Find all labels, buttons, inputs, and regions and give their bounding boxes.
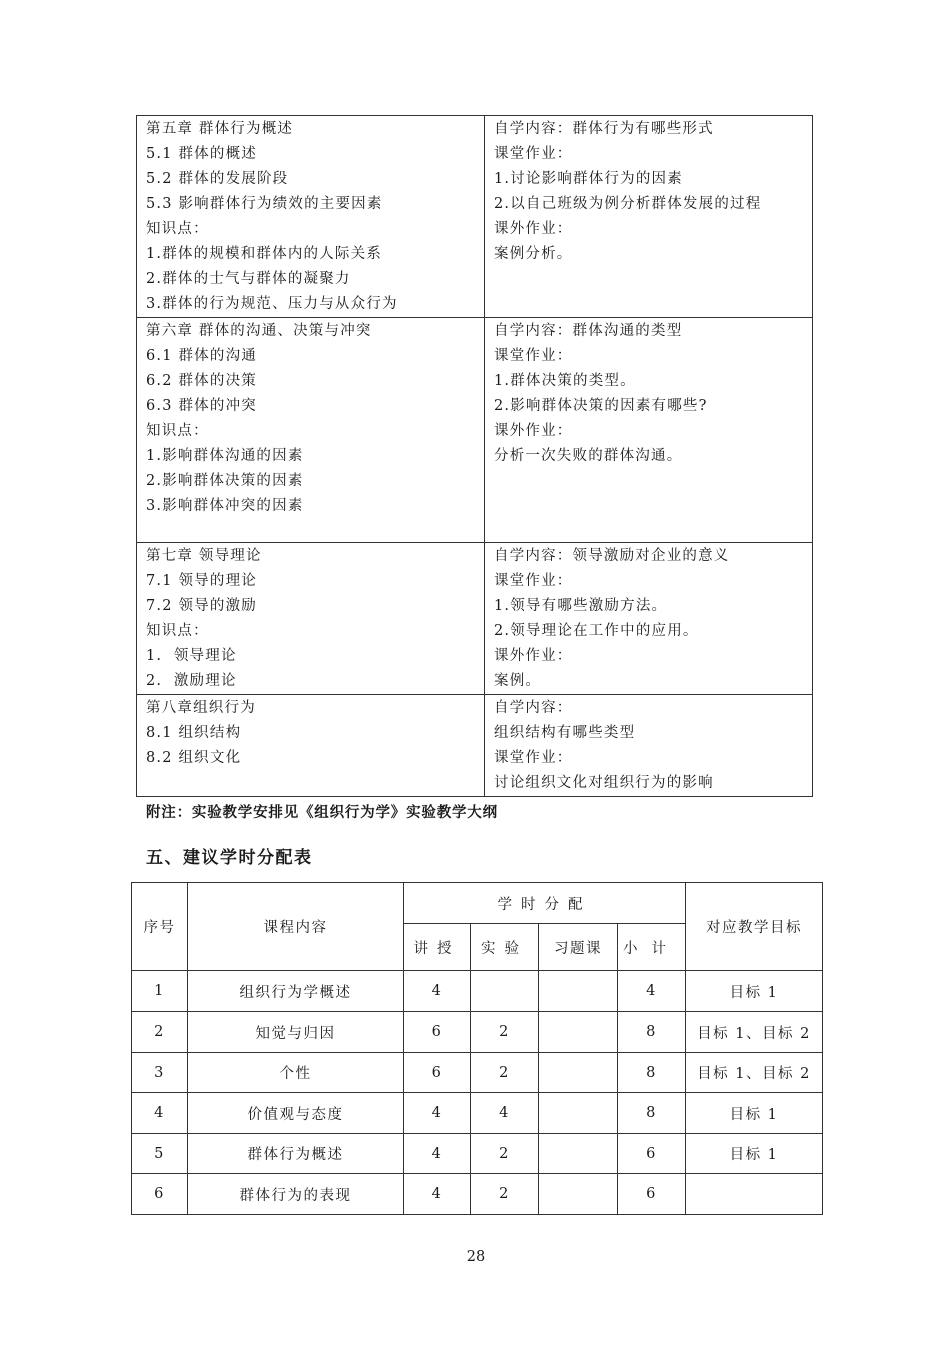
text-line: 课堂作业： — [494, 348, 573, 364]
cell-exercise — [539, 971, 618, 1012]
chapter-assignments-cell — [485, 543, 813, 695]
text-line: 1.讨论影响群体行为的因素 — [494, 171, 683, 187]
text-line: 讨论组织文化对组织行为的影响 — [494, 775, 714, 791]
cell-content: 群体行为概述 — [188, 1134, 404, 1174]
cell-subtotal: 8 — [618, 1093, 686, 1134]
text-line: 课外作业： — [494, 648, 573, 664]
cell-lecture: 6 — [404, 1012, 471, 1053]
text-line: 2.以自己班级为例分析群体发展的过程 — [494, 196, 762, 212]
text-line: 1.群体决策的类型。 — [494, 373, 636, 389]
text-line: 课堂作业： — [494, 146, 573, 162]
cell-no: 3 — [132, 1053, 188, 1093]
header-content: 课程内容 — [188, 883, 404, 971]
cell-goal — [686, 1174, 823, 1215]
text-line: 6.1 群体的沟通 — [146, 348, 257, 364]
cell-lecture: 6 — [404, 1053, 471, 1093]
text-line: 2.群体的士气与群体的凝聚力 — [146, 271, 351, 287]
text-line: 课外作业： — [494, 423, 573, 439]
cell-subtotal: 6 — [618, 1134, 686, 1174]
cell-lecture: 4 — [404, 1174, 471, 1215]
header-hours: 学时分配 — [404, 883, 686, 924]
chapter-topics-cell — [137, 543, 485, 695]
text-line: 6.2 群体的决策 — [146, 373, 257, 389]
text-line: 8.2 组织文化 — [146, 750, 242, 766]
cell-lecture: 4 — [404, 971, 471, 1012]
table-row — [132, 1012, 823, 1053]
cell-subtotal: 8 — [618, 1053, 686, 1093]
text-line: 案例。 — [494, 673, 542, 689]
cell-experiment: 2 — [471, 1012, 539, 1053]
cell-goal: 目标 1、目标 2 — [686, 1053, 823, 1093]
header-subtotal: 小计 — [618, 924, 686, 971]
cell-content: 知觉与归因 — [188, 1012, 404, 1053]
chapter-row — [137, 318, 813, 543]
appendix-note: 附注：实验教学安排见《组织行为学》实验教学大纲 — [146, 804, 498, 821]
text-line: 知识点： — [146, 423, 209, 439]
cell-lecture: 4 — [404, 1093, 471, 1134]
cell-goal: 目标 1 — [686, 971, 823, 1012]
table-row — [132, 1134, 823, 1174]
chapter-row — [137, 116, 813, 318]
credit-hours-table — [131, 882, 823, 1215]
text-line: 自学内容：领导激励对企业的意义 — [494, 548, 730, 564]
text-line: 1.影响群体沟通的因素 — [146, 448, 304, 464]
chapter-assignments-cell — [485, 116, 813, 318]
cell-content: 组织行为学概述 — [188, 971, 404, 1012]
text-line: 第七章 领导理论 — [146, 548, 262, 564]
text-line: 自学内容：群体行为有哪些形式 — [494, 121, 714, 137]
cell-no: 6 — [132, 1174, 188, 1215]
chapter-topics-cell — [137, 695, 485, 797]
cell-experiment — [471, 971, 539, 1012]
text-line: 5.1 群体的概述 — [146, 146, 257, 162]
cell-experiment: 2 — [471, 1053, 539, 1093]
chapter-topics-cell — [137, 318, 485, 543]
cell-no: 1 — [132, 971, 188, 1012]
text-line: 2.领导理论在工作中的应用。 — [494, 623, 699, 639]
cell-exercise — [539, 1053, 618, 1093]
cell-lecture: 4 — [404, 1134, 471, 1174]
cell-content: 价值观与态度 — [188, 1093, 404, 1134]
cell-content: 个性 — [188, 1053, 404, 1093]
cell-subtotal: 8 — [618, 1012, 686, 1053]
table-row — [132, 1053, 823, 1093]
chapter-assignments-cell — [485, 695, 813, 797]
text-line: 第八章组织行为 — [146, 700, 256, 716]
chapter-topics-cell — [137, 116, 485, 318]
text-line: 2.影响群体决策的因素 — [146, 473, 304, 489]
table-row — [132, 1174, 823, 1215]
text-line: 3.影响群体冲突的因素 — [146, 498, 304, 514]
cell-exercise — [539, 1174, 618, 1215]
table-row — [132, 971, 823, 1012]
text-line: 第五章 群体行为概述 — [146, 121, 294, 137]
cell-goal: 目标 1 — [686, 1093, 823, 1134]
chapter-row — [137, 695, 813, 797]
cell-no: 4 — [132, 1093, 188, 1134]
text-line: 1.群体的规模和群体内的人际关系 — [146, 246, 383, 262]
cell-experiment: 2 — [471, 1134, 539, 1174]
chapter-assignments-cell — [485, 318, 813, 543]
header-goal: 对应教学目标 — [686, 883, 823, 971]
cell-subtotal: 4 — [618, 971, 686, 1012]
cell-goal: 目标 1 — [686, 1134, 823, 1174]
text-line: 第六章 群体的沟通、决策与冲突 — [146, 323, 372, 339]
cell-content: 群体行为的表现 — [188, 1174, 404, 1215]
text-line: 7.1 领导的理论 — [146, 573, 257, 589]
text-line: 3.群体的行为规范、压力与从众行为 — [146, 296, 398, 312]
text-line: 案例分析。 — [494, 246, 573, 262]
text-line: 8.1 组织结构 — [146, 725, 242, 741]
text-line: 课堂作业： — [494, 573, 573, 589]
text-line: 1.领导有哪些激励方法。 — [494, 598, 668, 614]
table-row — [132, 1093, 823, 1134]
text-line: 课堂作业： — [494, 750, 573, 766]
section-title: 五、建议学时分配表 — [146, 848, 313, 868]
header-experiment: 实验 — [471, 924, 539, 971]
cell-no: 5 — [132, 1134, 188, 1174]
header-no: 序号 — [132, 883, 188, 971]
text-line: 5.3 影响群体行为绩效的主要因素 — [146, 196, 383, 212]
text-line: 7.2 领导的激励 — [146, 598, 257, 614]
chapter-row — [137, 543, 813, 695]
cell-experiment: 2 — [471, 1174, 539, 1215]
text-line: 5.2 群体的发展阶段 — [146, 171, 289, 187]
text-line: 知识点： — [146, 623, 209, 639]
text-line: 分析一次失败的群体沟通。 — [494, 448, 683, 464]
text-line: 自学内容： — [494, 700, 573, 716]
cell-exercise — [539, 1012, 618, 1053]
text-line: 2.影响群体决策的因素有哪些? — [494, 398, 708, 414]
header-exercise: 习题课 — [539, 924, 618, 971]
cell-experiment: 4 — [471, 1093, 539, 1134]
text-line: 组织结构有哪些类型 — [494, 725, 636, 741]
cell-goal: 目标 1、目标 2 — [686, 1012, 823, 1053]
cell-exercise — [539, 1134, 618, 1174]
page-number: 28 — [466, 1249, 486, 1265]
header-row — [132, 883, 823, 924]
text-line: 6.3 群体的冲突 — [146, 398, 257, 414]
cell-subtotal: 6 — [618, 1174, 686, 1215]
cell-no: 2 — [132, 1012, 188, 1053]
text-line: 2. 激励理论 — [146, 673, 237, 689]
chapter-content-table — [136, 115, 813, 797]
text-line: 课外作业： — [494, 221, 573, 237]
text-line: 知识点： — [146, 221, 209, 237]
text-line: 1. 领导理论 — [146, 648, 237, 664]
cell-exercise — [539, 1093, 618, 1134]
header-lecture: 讲授 — [404, 924, 471, 971]
text-line: 自学内容：群体沟通的类型 — [494, 323, 683, 339]
